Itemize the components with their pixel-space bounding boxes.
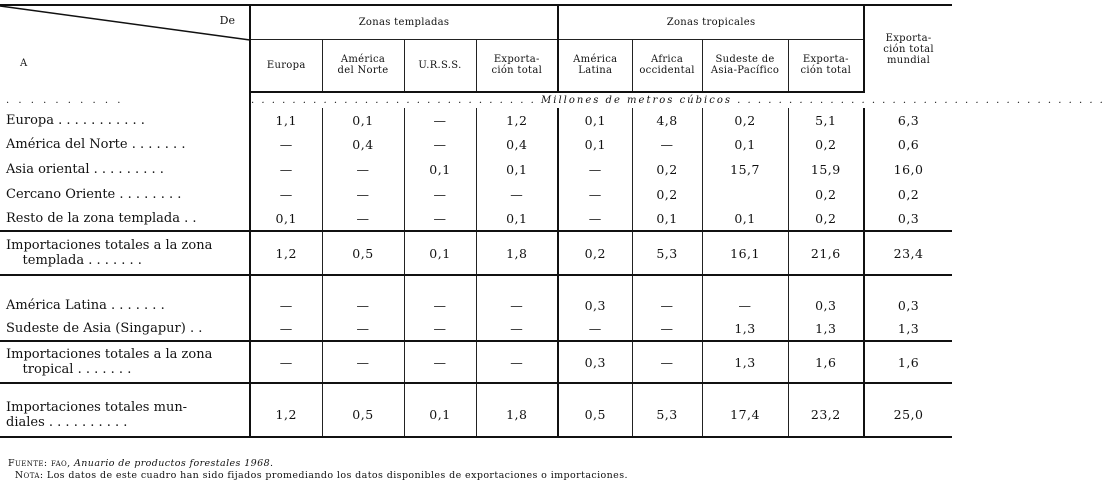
row-label: Importaciones totales a la zona templada . . . . . . .	[0, 231, 250, 275]
cell: —	[250, 293, 322, 317]
cell: 0,1	[702, 206, 788, 231]
cell: 0,1	[404, 393, 476, 437]
cell: —	[322, 317, 404, 341]
cell: —	[250, 317, 322, 341]
cell: 1,3	[702, 341, 788, 383]
cell: 0,2	[788, 132, 864, 157]
header-group-row	[0, 5, 952, 39]
row-label: Importaciones totales mun- diales . . . . . . . . . .	[0, 393, 250, 437]
table-row	[0, 317, 952, 341]
cell: 15,7	[702, 157, 788, 182]
units-leader-left: . . . . . . . . . . . . . . . . . . . . . . . . . . . .	[251, 95, 536, 106]
col-header-africa: Africa occidental	[632, 39, 702, 92]
cell: 17,4	[702, 393, 788, 437]
row-label: Europa . . . . . . . . . . .	[6, 112, 145, 128]
table-row	[0, 132, 952, 157]
units-leader-right: . . . . . . . . . . . . . . . . . . . . . . . . . . . . . . . . . . . .	[737, 95, 1105, 106]
row-label: Sudeste de Asia (Singapur) . .	[6, 321, 203, 336]
cell: —	[404, 206, 476, 231]
cell: 0,2	[788, 206, 864, 231]
table-row	[0, 182, 952, 206]
cell: 1,2	[476, 108, 558, 132]
cell: 0,5	[322, 393, 404, 437]
cell: —	[404, 293, 476, 317]
col-header-urss: U.R.S.S.	[404, 39, 476, 92]
corner-a-label: A	[20, 58, 28, 69]
table-row	[0, 157, 952, 182]
units-label	[250, 92, 1105, 108]
cell: —	[404, 341, 476, 383]
group-header-tropicales: Zonas tropicales	[558, 5, 864, 39]
method-note: Nota: Los datos de este cuadro han sido fijados promediando los datos disponibles de exportaciones o importaciones.	[14, 470, 628, 481]
cell	[702, 182, 788, 206]
table-row	[0, 108, 952, 132]
cell: 0,2	[702, 108, 788, 132]
table-row-total	[0, 393, 952, 437]
cell: —	[322, 182, 404, 206]
cell: 0,1	[476, 157, 558, 182]
cell: —	[632, 132, 702, 157]
cell: 0,3	[558, 341, 632, 383]
row-label: Importaciones totales a la zona tropical . . . . . . .	[0, 341, 250, 383]
col-header-export-mundial: Exporta- ción total mundial	[864, 5, 952, 92]
cell: 0,2	[632, 182, 702, 206]
corner-diagonal	[0, 6, 250, 92]
cell: 0,1	[404, 231, 476, 275]
corner-cell	[0, 5, 250, 92]
cell: 1,1	[250, 108, 322, 132]
units-row	[0, 92, 952, 108]
cell: 16,1	[702, 231, 788, 275]
cell: 1,3	[788, 317, 864, 341]
cell: 0,6	[864, 132, 952, 157]
cell: 0,2	[864, 182, 952, 206]
row-label: América Latina . . . . . . .	[6, 297, 165, 313]
cell: 1,8	[476, 393, 558, 437]
cell: —	[404, 108, 476, 132]
cell: —	[558, 206, 632, 231]
corner-de-label: De	[219, 14, 235, 27]
cell: 23,4	[864, 231, 952, 275]
cell: —	[322, 206, 404, 231]
cell: —	[476, 317, 558, 341]
cell: 6,3	[864, 108, 952, 132]
row-label: Asia oriental . . . . . . . . .	[6, 162, 164, 177]
cell: —	[322, 341, 404, 383]
cell: —	[250, 157, 322, 182]
col-header-sudeste-asia: Sudeste de Asia-Pacífico	[702, 39, 788, 92]
cell: —	[404, 182, 476, 206]
cell: —	[702, 293, 788, 317]
cell: 1,3	[702, 317, 788, 341]
cell: —	[632, 341, 702, 383]
row-label: Cercano Oriente . . . . . . . .	[6, 186, 182, 202]
table-footnotes	[8, 458, 628, 482]
cell: 5,1	[788, 108, 864, 132]
cell: 1,6	[864, 341, 952, 383]
col-header-europa: Europa	[250, 39, 322, 92]
cell: —	[632, 317, 702, 341]
trade-table	[0, 4, 1105, 438]
group-header-templadas: Zonas templadas	[250, 5, 558, 39]
cell: —	[476, 341, 558, 383]
col-header-export-templada: Exporta- ción total	[476, 39, 558, 92]
table-row-total	[0, 341, 952, 383]
cell: 0,5	[322, 231, 404, 275]
cell: 0,2	[558, 231, 632, 275]
cell: 0,3	[788, 293, 864, 317]
cell: 0,3	[864, 293, 952, 317]
source-note: Fuente: fao, Anuario de productos forestales 1968.	[8, 458, 274, 469]
cell: 0,1	[250, 206, 322, 231]
cell: 0,1	[702, 132, 788, 157]
cell: 25,0	[864, 393, 952, 437]
cell: 1,2	[250, 231, 322, 275]
cell: —	[250, 182, 322, 206]
table-row-total	[0, 231, 952, 275]
cell: 0,5	[558, 393, 632, 437]
cell: 0,4	[476, 132, 558, 157]
table-row	[0, 293, 952, 317]
cell: —	[632, 293, 702, 317]
cell: 0,1	[558, 108, 632, 132]
cell: 0,4	[322, 132, 404, 157]
cell: 5,3	[632, 393, 702, 437]
row-label: América del Norte . . . . . . .	[6, 137, 186, 152]
cell: 5,3	[632, 231, 702, 275]
spacer-row	[0, 275, 952, 293]
cell: —	[558, 157, 632, 182]
cell: —	[250, 132, 322, 157]
cell: 0,3	[558, 293, 632, 317]
cell: 1,3	[864, 317, 952, 341]
cell: 21,6	[788, 231, 864, 275]
spacer-row	[0, 383, 952, 393]
cell: —	[322, 293, 404, 317]
cell: —	[558, 182, 632, 206]
cell: 0,3	[864, 206, 952, 231]
units-leader: . . . . . . . . . .	[6, 94, 124, 106]
cell: 1,2	[250, 393, 322, 437]
units-text: Millones de metros cúbicos	[541, 95, 732, 106]
cell: —	[558, 317, 632, 341]
cell: —	[250, 341, 322, 383]
cell: 0,2	[788, 182, 864, 206]
cell: 0,1	[404, 157, 476, 182]
cell: —	[404, 132, 476, 157]
cell: —	[404, 317, 476, 341]
cell: 0,1	[558, 132, 632, 157]
col-header-export-tropical: Exporta- ción total	[788, 39, 864, 92]
cell: 4,8	[632, 108, 702, 132]
cell: —	[476, 182, 558, 206]
cell: 0,1	[476, 206, 558, 231]
row-label: Resto de la zona templada . .	[6, 210, 197, 226]
cell: —	[322, 157, 404, 182]
cell: 15,9	[788, 157, 864, 182]
cell: 0,1	[632, 206, 702, 231]
cell: —	[476, 293, 558, 317]
col-header-america-latina: América Latina	[558, 39, 632, 92]
cell: 16,0	[864, 157, 952, 182]
cell: 1,6	[788, 341, 864, 383]
cell: 1,8	[476, 231, 558, 275]
table-row	[0, 206, 952, 231]
cell: 23,2	[788, 393, 864, 437]
cell: 0,1	[322, 108, 404, 132]
cell: 0,2	[632, 157, 702, 182]
col-header-america-norte: América del Norte	[322, 39, 404, 92]
